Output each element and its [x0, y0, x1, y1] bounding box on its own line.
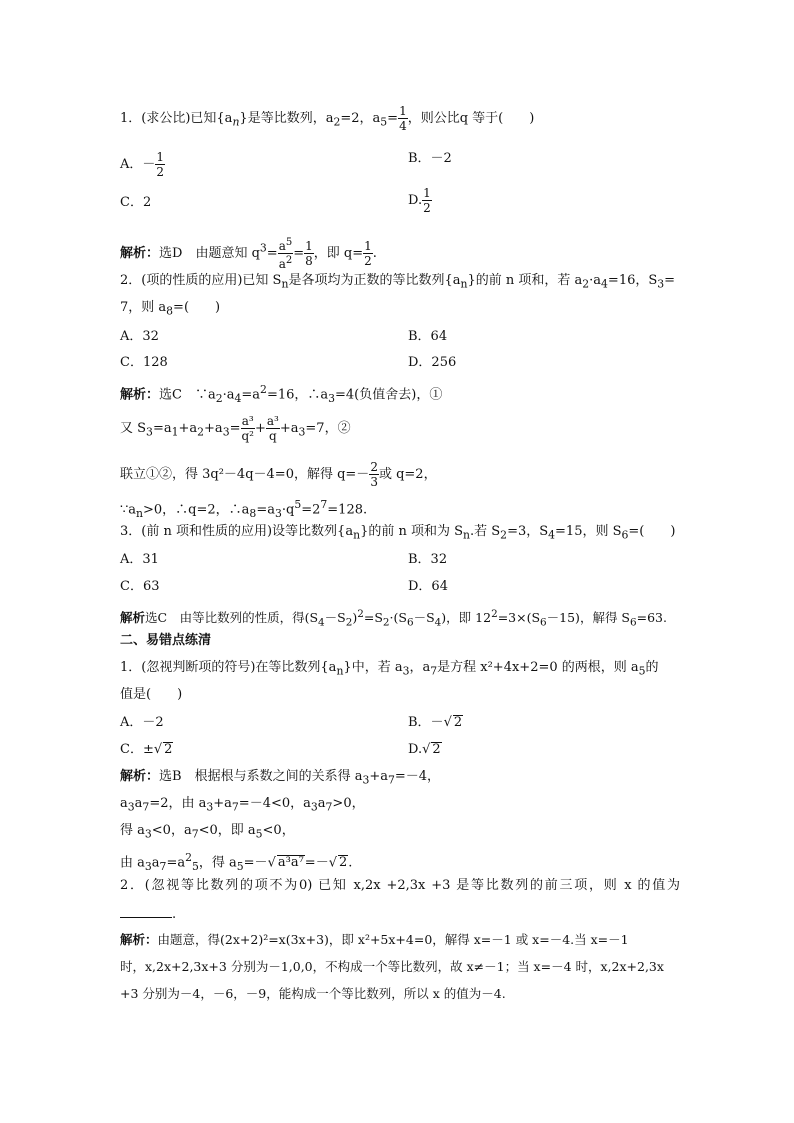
- e2-answer-line3: +3 分别为－4，－6，－9，能构成一个等比数列，所以 x 的值为－4.: [120, 986, 506, 1001]
- q1-stem: 1．(求公比)已知$\{a_n\}$是等比数列，$a_2=2$，$a_5=$ $\frac{1}{4}$ ，则公比q 等于( ): [120, 104, 535, 133]
- e2-answer-line1: 解析：由题意，得(2x+2)²=x(3x+3)，即 x²+5x+4=0，解得 x=－1 或 x=－4.当 x=－1: [120, 932, 629, 947]
- e1-answer-line4: 由 $a_3a_7=a^2_5$，得 $a_5=-√$ a³a⁷=－√ 2.: [120, 851, 353, 873]
- q2-option-d: D．256: [408, 355, 457, 370]
- q2-answer-line4: $\because a_n>0$，∴q=2，$\therefore a_8=a_3\cdot q^5=2^7=128$.: [120, 498, 368, 520]
- q1-option-c: C．2: [120, 195, 152, 210]
- e2-answer-line2: 时，x,2x+2,3x+3 分别为－1,0,0，不构成一个等比数列，故 x≠－1；当 x=－4 时，x,2x+2,3x: [120, 959, 664, 974]
- sqrt-icon: √: [267, 855, 276, 871]
- e1-answer-line3: 得 $a_3<0$，$a_7<0$，即 $a_5<0$，: [120, 823, 295, 841]
- q2-answer-line2: 又 $S_3=a_1+a_2+a_3=$ $\frac{\text{a³}}{\text{q²}}$ + $\frac{\text{a³}}{q}$ $+a_3=7$，②: [120, 414, 351, 443]
- e1-stem-line1: 1．(忽视判断项的符号)在等比数列$\{a_n\}$中，若 $a_3$，$a_7$是方程 x²+4x+2=0 的两根，则 $a_5$的: [120, 660, 659, 678]
- section-title: 二、易错点练清: [120, 633, 212, 648]
- answer-blank[interactable]: [120, 905, 172, 918]
- e1-stem-line2: 值是( ): [120, 687, 183, 702]
- q3-stem: 3．(前 n 项和性质的应用)设等比数列$\{a_n\}$的前 n 项和为 $S_n$.若 $S_2=3$，$S_4=15$，则 $S_6=$( ): [120, 524, 676, 542]
- q1-option-b: B．－2: [408, 151, 452, 166]
- q2-answer-line3: 联立①②，得 3q²－4q－4=0，解得 q=－ $\frac{2}{3}$ 或 q=2，: [120, 460, 437, 489]
- e1-option-b: B．－√ 2: [408, 715, 463, 730]
- q2-option-a: A．32: [120, 329, 159, 344]
- q2-option-c: C．128: [120, 355, 168, 370]
- q3-option-a: A．31: [120, 552, 159, 567]
- e2-stem-line2: .: [120, 905, 680, 924]
- e1-option-a: A．－2: [120, 715, 164, 730]
- q2-stem-line1: 2．(项的性质的应用)已知 $S_n$是各项均为正数的等比数列$\{a_n\}$的前 n 项和，若 $a_2\cdot a_4=16$，$S_3=$: [120, 273, 676, 291]
- q3-option-c: C．63: [120, 579, 160, 594]
- sqrt-icon: √: [443, 715, 452, 730]
- q2-stem-line2: 7，则 $a_8=$( ): [120, 300, 221, 318]
- q1-answer: 解析：选D 由题意知 $q^3=$ $\frac{a^5}{a^2}$ = $\frac{1}{8}$ ，即 q= $\frac{1}{2}$ .: [120, 237, 377, 271]
- q3-option-b: B．32: [408, 552, 448, 567]
- e1-answer-line2: $a_3a_7=2$，由 $a_3+a_7=-4<0$，$a_3a_7>0$，: [120, 796, 365, 814]
- e1-answer-line1: 解析：选B 根据根与系数之间的关系得 $a_3+a_7=-4$，: [120, 769, 441, 787]
- q2-answer-line1: 解析：选C $\because a_2\cdot a_4=a^2=16$，$\therefore a_3=4$(负值舍去)，①: [120, 383, 443, 405]
- sqrt-icon: √: [422, 742, 431, 757]
- e1-option-c: C．±√ 2: [120, 742, 173, 757]
- sqrt-icon: √: [328, 855, 337, 871]
- sqrt-icon: √: [153, 742, 163, 757]
- q3-option-d: D．64: [408, 579, 448, 594]
- e2-stem-line1: 2．(忽视等比数列的项不为0) 已知 x,2x +2,3x +3 是等比数列的前三项，则 x 的值为: [120, 878, 680, 893]
- q3-answer: 解析选C 由等比数列的性质，得$(S_4-S_2)^2=S_2\cdot(S_6-S_4)$，即 $12^2=3\times(S_6-15)$，解得 $S_6=63$.: [120, 608, 667, 629]
- fraction: $\frac{1}{4}$: [399, 104, 407, 133]
- q2-option-b: B．64: [408, 329, 448, 344]
- q1-option-d: D. $\frac{1}{2}$: [408, 186, 431, 215]
- q1-option-a: A．－ $\frac{1}{2}$: [120, 150, 165, 179]
- e1-option-d: D.√ 2: [408, 742, 441, 757]
